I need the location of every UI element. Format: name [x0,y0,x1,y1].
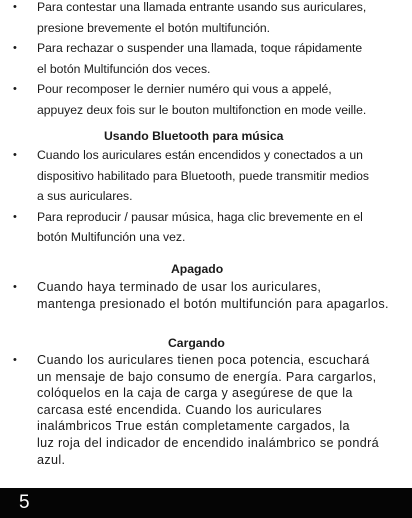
power-off-heading: Apagado [171,262,224,276]
list-item-text: Cuando los auriculares tienen poca potencia, escuchará un mensaje de bajo consumo de energía. Para cargarlos, colóquelos en la caja de carga y asegúrese de que la carcasa esté encendida. Cuando los auriculares inalámbricos True están completamente cargados, la luz roja del indicador de encendido inalámbrico se pondrá azul. [37,353,379,467]
list-item-text: Para rechazar o suspender una llamada, toque rápidamente el botón Multifunción dos veces. [37,41,363,76]
list-item [0,207,412,248]
list-item-text: Para contestar una llamada entrante usando sus auriculares, presione brevemente el botón multifunción. [37,0,367,35]
list-item [0,145,412,207]
call-instructions-list [0,0,412,120]
list-item [0,279,412,312]
list-item-text: Cuando haya terminado de usar los auriculares, mantenga presionado el botón multifunción para apagarlos. [37,280,389,311]
bullet-icon: • [13,83,17,95]
list-item-text: Pour recomposer le dernier numéro qui vous a appelé, appuyez deux fois sur le bouton multifonction en mode veille. [37,82,367,117]
bullet-icon: • [13,281,18,293]
list-item [0,352,412,468]
charging-list [0,352,412,468]
bullet-icon: • [13,149,17,161]
list-item [0,0,412,38]
list-item [0,79,412,120]
list-item [0,38,412,79]
bullet-icon: • [13,1,17,13]
bullet-icon: • [13,210,17,223]
list-item-text: Cuando los auriculares están encendidos y conectados a un dispositivo habilitado para Bluetooth, puede transmitir medios a sus auriculares. [37,148,369,203]
bluetooth-music-list [0,145,412,248]
power-off-list [0,279,412,312]
bullet-icon: • [13,42,17,54]
page-number: 5 [19,492,30,513]
list-item-text: Para reproducir / pausar música, haga clic brevemente en el botón Multifunción una vez. [37,209,363,244]
bullet-icon: • [13,354,18,366]
page-footer [0,488,412,518]
charging-heading: Cargando [168,336,225,350]
bluetooth-music-heading: Usando Bluetooth para música [104,129,284,143]
